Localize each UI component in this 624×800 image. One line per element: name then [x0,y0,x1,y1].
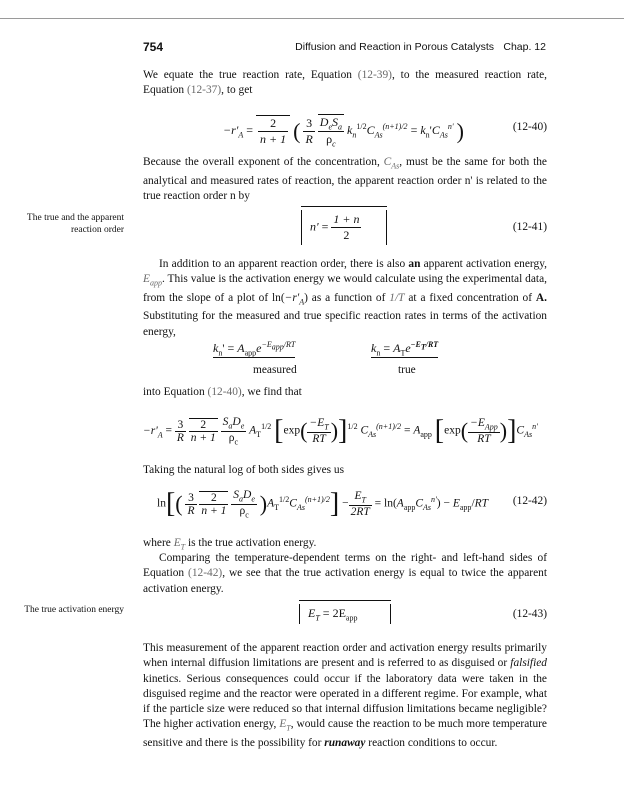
paragraph-3: In addition to an apparent reaction order, there is also an apparent activation energy, $E_{app}$. This value is the activation energy we would calculate using the experimental data, from the slope of a plot of $\ln(-r'_A)$ as a function of 1/T at a fixed concentration of A. Substituting for the measured and true specific reaction rates in terms of the activation energy, [143,258,547,338]
boxed-equation: $E_T = 2E_{app}$ [299,604,391,624]
margin-note-true-activation: The true activation energy [24,605,124,615]
equation-12-40: $-r'_A$ = $\frac{2}{n + 1}$ ( $\frac{3}{R}$ $\frac{D_eS_a}{\rho_c}$ $k_n^{1/2}C_{As}^{(n+1)/2} = k_n'C_{As}^{n'}$ ) (12-40) [223,115,547,149]
measured-label: measured [253,364,297,376]
paragraph-7: Comparing the temperature-dependent terms on the right- and left-hand sides of Equation (12-42), we see that the true activation energy is equal to twice the apparent activation energy. [143,552,547,595]
equation-12-43 [143,600,547,630]
equation-12-42: ln[( $\frac{3}{R}$ $\frac{2}{n + 1}$ $\frac{S_aD_e}{\rho_c}$ )$A_T^{1/2}C_{As}^{(n+1)/2}$] − $\frac{E_T}{2RT}$ = $\ln(A_{app}C_{As}^{n'}) - E_{app}/RT$ (12-42) [157,488,547,519]
sqrt-term: $\frac{2}{n + 1}$ [256,115,290,147]
true-expression: $k_n = A_Te^{-E_T/RT}$ [371,340,439,358]
paragraph-2: Because the overall exponent of the concentration, $C_{As}$, must be the same for both the analytical and measured rates of reaction, the apparent reaction order n' is related to the true reaction order n by [143,156,547,202]
paragraph-1: We equate the true reaction rate, Equation (12-39), to the measured reaction rate, Equation (12-37), to get [143,69,547,97]
equation-number: (12-40) [512,121,547,133]
true-label: true [398,364,416,376]
running-title: Diffusion and Reaction in Porous Catalysts [295,41,494,53]
paragraph-8: This measurement of the apparent reaction order and activation energy results primarily when internal diffusion limitations are present and is referred to as disguised or falsified kinetics. Serious consequences could occur if the laboratory data were taken in the disguised regime and the reactor were operated in a different regime. For example, what if the particle size were reduced so that internal diffusion limitations became negligible? The higher activation energy, $E_T$, would cause the reaction to be much more temperature sensitive and there is the possibility for runaway reaction conditions to occur. [143,642,547,750]
substituted-equation: $-r'_A$ = $\frac{3}{R}$ $\frac{2}{n + 1}$ $\frac{S_aD_e}{\rho_c}$ $A_T^{1/2}$ [exp( $\frac{-E_T}{RT}$ )]$^{1/2}$ $C_{As}^{(n+1)/2} = A_{app}$ [exp( $\frac{-E_{App}}{RT}$ )]$C_{As}^{n'}$ [143,415,538,446]
equation-ref: (12-37) [186,84,222,97]
top-rule [0,18,624,19]
equation-ref: (12-40) [207,386,242,398]
page-number: 754 [143,40,164,54]
equation-ref: (12-39) [357,69,392,81]
paragraph-5: Taking the natural log of both sides gives us [143,464,345,476]
rate-constant-expressions [143,340,547,382]
equation-number: (12-43) [512,608,547,620]
boxed-equation: n' = $\frac{1 + n}{2}$ [301,210,387,245]
equation-12-41 [143,206,547,250]
paragraph-6: where $E_T$ is the true activation energy. [143,537,317,552]
equation-number: (12-41) [512,221,547,233]
chapter-label: Chap. 12 [503,41,546,53]
equation-ref: (12-42) [188,567,223,580]
margin-note-apparent-order: The true and the apparent reaction order [26,213,124,235]
equation-number: (12-42) [512,495,547,507]
measured-expression: $k_n' = A_{app}e^{-E_{app}/RT}$ [213,340,296,358]
paragraph-4: into Equation (12-40), we find that [143,386,302,398]
